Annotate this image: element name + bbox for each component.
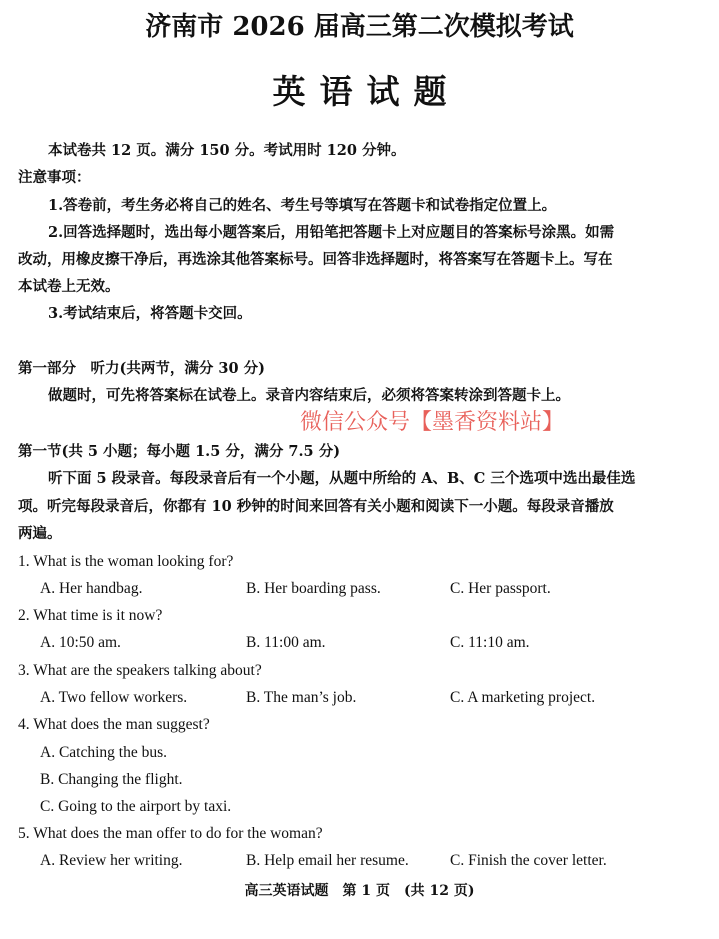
watermark: 微信公众号【墨香资料站】 bbox=[300, 410, 565, 435]
page-footer: 高三英语试题 第 1 页 (共 12 页) bbox=[244, 883, 475, 899]
section1-instruction-line: 项。听完每段录音后，你都有 10 秒钟的时间来回答有关小题和阅读下一小题。每段录音播放 bbox=[18, 498, 614, 515]
exam-subtitle: 英语试题 bbox=[272, 72, 461, 111]
option-b: B. 11:00 am. bbox=[246, 634, 326, 651]
section1-instruction-line: 听下面 5 段录音。每段录音后有一个小题，从题中所给的 A、B、C 三个选项中选出最佳选 bbox=[48, 470, 636, 487]
notice-item-2-line: 本试卷上无效。 bbox=[18, 278, 120, 295]
section1-heading: 第一节(共 5 小题；每小题 1.5 分，满分 7.5 分) bbox=[18, 443, 341, 460]
notice-item-2-line: 改动，用橡皮擦干净后，再选涂其他答案标号。回答非选择题时，将答案写在答题卡上。写在 bbox=[18, 251, 613, 268]
exam-title: 济南市 2026 届高三第二次模拟考试 bbox=[145, 12, 574, 42]
option-b: B. Her boarding pass. bbox=[246, 580, 381, 597]
option-b: B. Help email her resume. bbox=[246, 852, 409, 869]
question-2: 2. What time is it now? bbox=[18, 607, 163, 624]
question-3: 3. What are the speakers talking about? bbox=[18, 662, 262, 679]
option-c: C. A marketing project. bbox=[450, 689, 596, 706]
option-b: B. The man’s job. bbox=[246, 689, 357, 706]
option-a: A. Catching the bus. bbox=[40, 744, 167, 761]
question-5: 5. What does the man offer to do for the woman? bbox=[18, 825, 323, 842]
option-a: A. Review her writing. bbox=[40, 852, 183, 869]
notice-item-1: 1.答卷前，考生务必将自己的姓名、考生号等填写在答题卡和试卷指定位置上。 bbox=[48, 197, 557, 214]
part1-instruction: 做题时，可先将答案标在试卷上。录音内容结束后，必须将答案转涂到答题卡上。 bbox=[48, 387, 570, 404]
option-a: A. Two fellow workers. bbox=[40, 689, 188, 706]
option-c: C. Finish the cover letter. bbox=[450, 852, 607, 869]
intro-text: 本试卷共 12 页。满分 150 分。考试用时 120 分钟。 bbox=[48, 142, 406, 159]
option-c: C. Her passport. bbox=[450, 580, 551, 597]
option-a: A. 10:50 am. bbox=[40, 634, 121, 651]
question-1: 1. What is the woman looking for? bbox=[18, 553, 234, 570]
notice-item-3: 3.考试结束后，将答题卡交回。 bbox=[48, 305, 252, 322]
section1-instruction-line: 两遍。 bbox=[18, 525, 62, 542]
option-c: C. 11:10 am. bbox=[450, 634, 530, 651]
notice-heading: 注意事项： bbox=[18, 169, 91, 186]
option-b: B. Changing the flight. bbox=[40, 771, 183, 788]
question-4: 4. What does the man suggest? bbox=[18, 716, 210, 733]
option-c: C. Going to the airport by taxi. bbox=[40, 798, 232, 815]
option-a: A. Her handbag. bbox=[40, 580, 143, 597]
part1-heading: 第一部分 听力(共两节，满分 30 分) bbox=[18, 360, 265, 377]
notice-item-2-line: 2.回答选择题时，选出每小题答案后，用铅笔把答题卡上对应题目的答案标号涂黑。如需 bbox=[48, 224, 615, 241]
